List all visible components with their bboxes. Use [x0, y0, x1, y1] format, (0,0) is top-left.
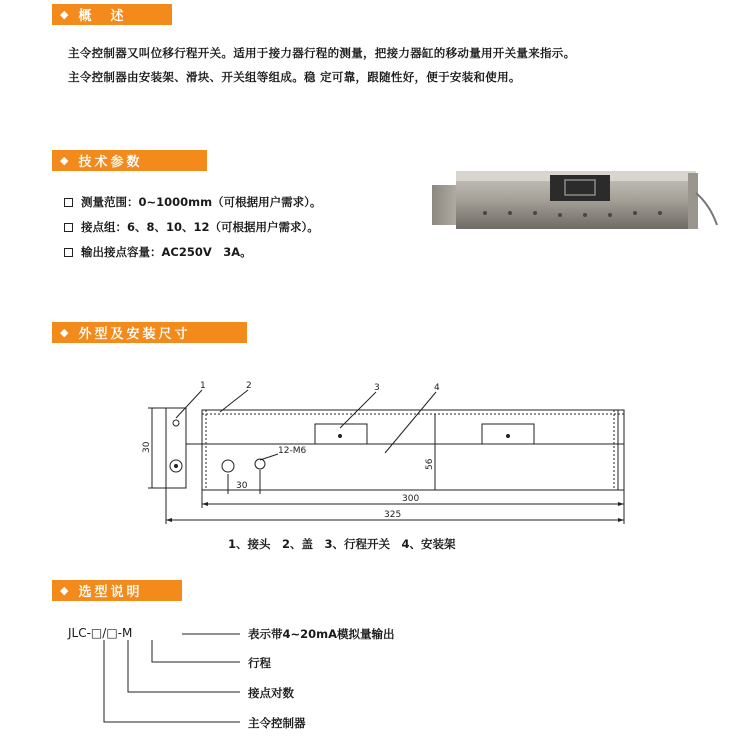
product-photo [430, 165, 720, 237]
section-title: 选型说明 [78, 585, 143, 600]
section-header-selection [52, 580, 182, 601]
section-header-overview [52, 4, 172, 25]
checkbox-square-icon [64, 248, 73, 257]
desc-analog: 表示带4~20mA模拟量输出 [248, 627, 395, 641]
diamond-icon: ◆ [60, 8, 69, 21]
desc-contacts: 接点对数 [248, 686, 294, 700]
model-code: JLC-□/□-M [68, 626, 133, 640]
section-header-dimensions [52, 322, 247, 343]
callout-2: 2 [246, 381, 252, 391]
spec-text: 输出接点容量：AC250V 3A。 [81, 245, 252, 259]
callout-3: 3 [374, 383, 380, 393]
spec-text: 接点组：6、8、10、12（可根据用户需求）。 [81, 220, 319, 234]
section-header-specs [52, 150, 207, 171]
checkbox-square-icon [64, 198, 73, 207]
section-title: 概 述 [78, 9, 127, 24]
spec-item [64, 244, 252, 260]
section-title: 外型及安装尺寸 [78, 327, 191, 342]
spec-item [64, 194, 321, 210]
dim-300: 300 [402, 494, 420, 504]
section-title: 技术参数 [78, 155, 143, 170]
spec-text: 测量范围：0~1000mm（可根据用户需求）。 [81, 195, 322, 209]
diamond-icon: ◆ [60, 326, 69, 339]
callout-4: 4 [434, 383, 440, 393]
dim-56: 56 [425, 458, 435, 470]
drawing-caption: 1、接头 2、盖 3、行程开关 4、安装架 [228, 537, 456, 551]
checkbox-square-icon [64, 223, 73, 232]
dimension-drawing [140, 378, 640, 530]
desc-stroke: 行程 [248, 656, 271, 670]
diamond-icon: ◆ [60, 154, 69, 167]
dim-325: 325 [384, 510, 402, 520]
nameplate [550, 175, 610, 201]
dim-30-bottom: 30 [236, 481, 248, 491]
selection-tree-lines [90, 630, 250, 730]
thread-label: 12-M6 [278, 446, 307, 456]
overview-line-2: 主令控制器由安装架、滑块、开关组等组成。稳 定可靠，跟随性好，便于安装和使用。 [68, 70, 521, 84]
diamond-icon: ◆ [60, 584, 69, 597]
desc-controller: 主令控制器 [248, 716, 306, 730]
callout-1: 1 [200, 381, 206, 391]
spec-item [64, 219, 319, 235]
overview-line-1: 主令控制器又叫位移行程开关。适用于接力器行程的测量，把接力器缸的移动量用开关量来指示。 [68, 46, 576, 60]
dim-30-left: 30 [142, 441, 152, 453]
